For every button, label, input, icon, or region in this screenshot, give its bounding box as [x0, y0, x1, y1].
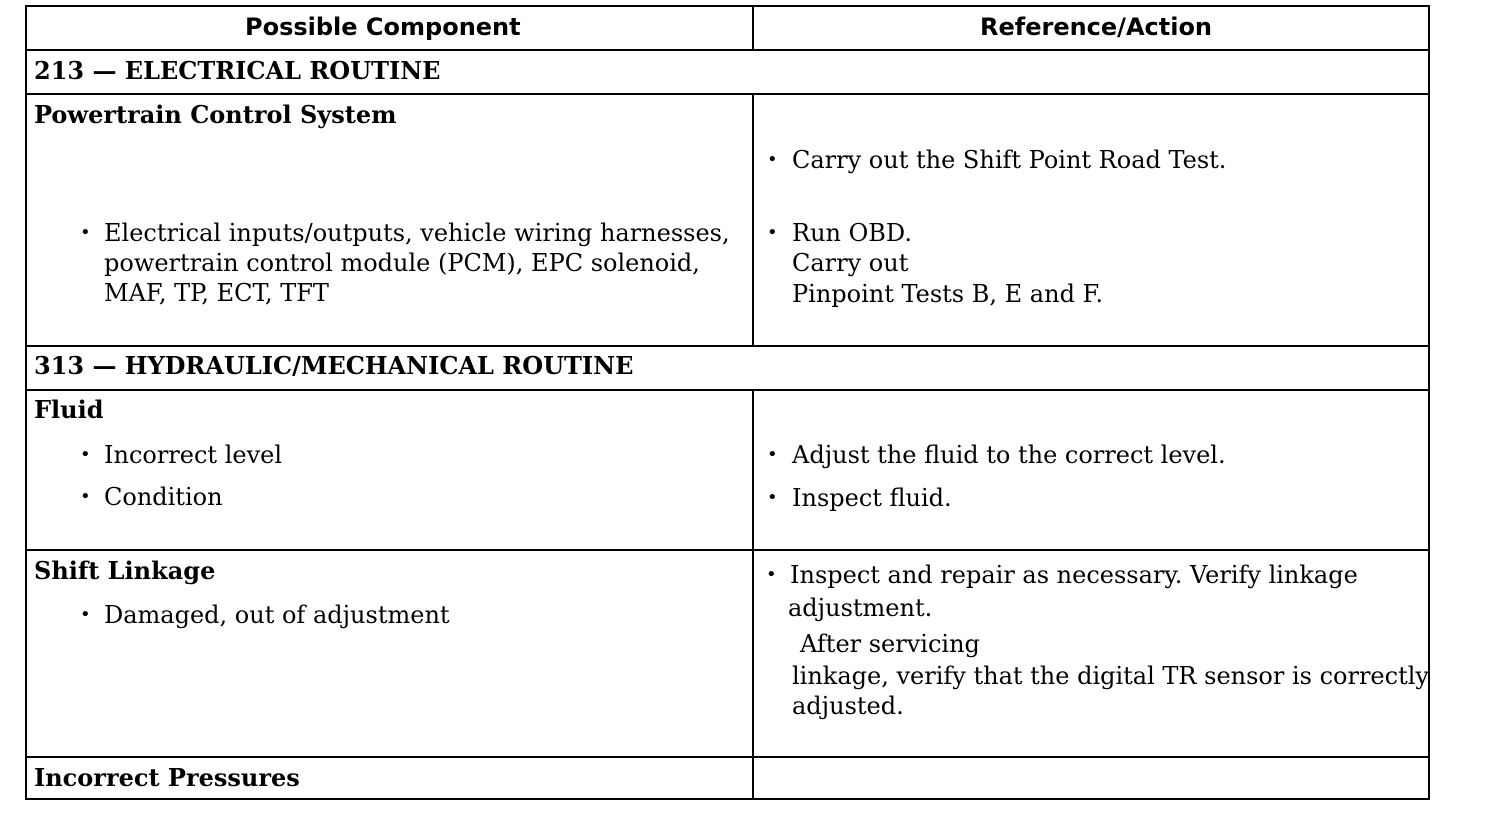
- left-item-line: Condition: [104, 483, 223, 511]
- right-item-line: adjustment.: [788, 594, 933, 622]
- right-item-line: linkage, verify that the digital TR sensor is correctly: [792, 662, 1429, 690]
- row-divider: [27, 93, 1428, 95]
- right-item-line: Carry out the Shift Point Road Test.: [792, 146, 1227, 174]
- row-divider: [27, 549, 1428, 551]
- right-item-line: Pinpoint Tests B, E and F.: [792, 280, 1104, 308]
- section-title-electrical: 213 — ELECTRICAL ROUTINE: [34, 56, 441, 85]
- column-divider: [752, 389, 754, 800]
- row-divider: [27, 389, 1428, 391]
- row-divider: [27, 756, 1428, 758]
- bullet-icon: •: [767, 222, 778, 243]
- component-incorrect-pressures: Incorrect Pressures: [34, 763, 300, 792]
- left-item-line: MAF, TP, ECT, TFT: [104, 279, 329, 307]
- row-divider: [27, 345, 1428, 347]
- left-item-line: powertrain control module (PCM), EPC solenoid,: [104, 249, 700, 277]
- bullet-icon: •: [80, 222, 91, 243]
- left-item-line: Incorrect level: [104, 441, 283, 469]
- right-item-line: Adjust the fluid to the correct level.: [792, 441, 1226, 469]
- row-divider: [27, 49, 1428, 51]
- right-item-line: After servicing: [800, 630, 980, 658]
- right-item-line: Inspect and repair as necessary. Verify linkage: [790, 561, 1358, 589]
- right-item-line: adjusted.: [792, 692, 904, 720]
- section-title-hydraulic: 313 — HYDRAULIC/MECHANICAL ROUTINE: [34, 351, 634, 380]
- column-header-component: Possible Component: [245, 13, 521, 41]
- right-item-line: Run OBD.: [792, 219, 912, 247]
- bullet-icon: •: [767, 444, 778, 465]
- component-shift-linkage: Shift Linkage: [34, 556, 216, 585]
- column-header-reference: Reference/Action: [980, 13, 1213, 41]
- bullet-icon: •: [80, 604, 91, 625]
- right-item-line: Inspect fluid.: [792, 484, 952, 512]
- component-powertrain-control-system: Powertrain Control System: [34, 100, 397, 129]
- bullet-icon: •: [80, 486, 91, 507]
- bullet-icon: •: [766, 564, 777, 585]
- bullet-icon: •: [767, 149, 778, 170]
- column-divider: [752, 7, 754, 49]
- bullet-icon: •: [80, 444, 91, 465]
- right-item-line: Carry out: [792, 249, 909, 277]
- component-fluid: Fluid: [34, 395, 104, 424]
- column-divider: [752, 93, 754, 345]
- left-item-line: Damaged, out of adjustment: [104, 601, 450, 629]
- left-item-line: Electrical inputs/outputs, vehicle wiring harnesses,: [104, 219, 730, 247]
- bullet-icon: •: [767, 487, 778, 508]
